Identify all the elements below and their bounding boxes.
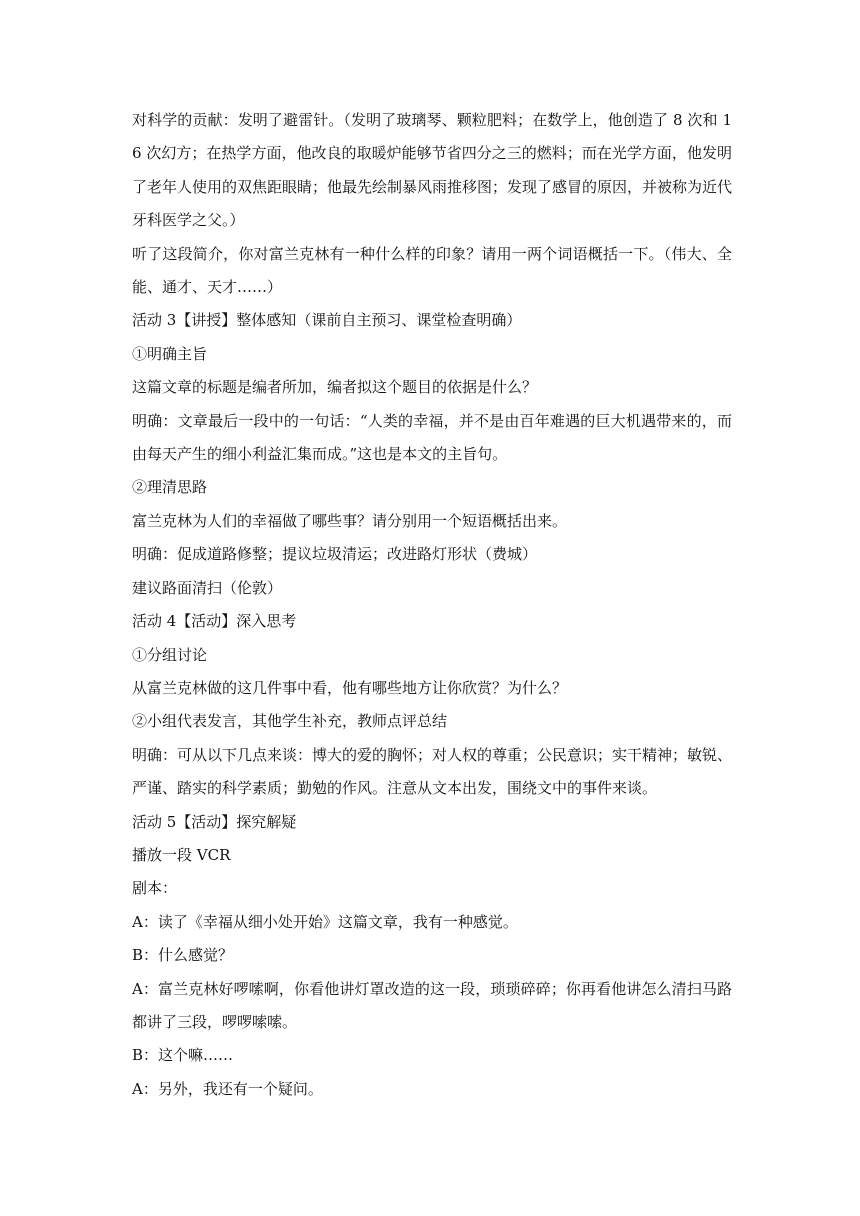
paragraph-title-question: 这篇文章的标题是编者所加，编者拟这个题目的依据是什么？: [132, 378, 538, 397]
paragraph-deeds-question: 富兰克林为人们的幸福做了哪些事？请分别用一个短语概括出来。: [132, 511, 568, 530]
script-line-b-1: B：什么感觉？: [132, 946, 234, 965]
script-line-a-1: A：读了《幸福从细小处开始》这篇文章，我有一种感觉。: [132, 912, 518, 931]
paragraph-impression-question: 听了这段简介，你对富兰克林有一种什么样的印象？请用一两个词语概括一下。（伟大、全能、通才、天才……）: [132, 244, 732, 297]
paragraph-deeds-answer-philadelphia: 明确：促成道路修整；提议垃圾清运；改进路灯形状（费城）: [132, 545, 538, 564]
subheading-group-report: ②小组代表发言，其他学生补充，教师点评总结: [132, 712, 448, 731]
paragraph-script-label: 剧本：: [132, 879, 178, 898]
paragraph-appreciation-answer: 明确：可从以下几点来谈：博大的爱的胸怀；对人权的尊重；公民意识；实干精神；敏锐、严谨、踏实的科学素质；勤勉的作风。注意从文本出发，围绕文中的事件来谈。: [132, 745, 733, 798]
subheading-main-idea: ①明确主旨: [132, 344, 208, 363]
subheading-clarify-thinking: ②理清思路: [132, 478, 208, 497]
document-page: [132, 104, 732, 1106]
paragraph-title-answer: 明确：文章最后一段中的一句话：“人类的幸福，并不是由百年难遇的巨大机遇带来的，而由每天产生的细小利益汇集而成。”这也是本文的主旨句。: [132, 411, 732, 464]
script-line-a-2: A：富兰克林好啰嗦啊，你看他讲灯罩改造的这一段，琐琐碎碎；你再看他讲怎么清扫马路都讲了三段，啰啰嗦嗦。: [132, 979, 732, 1031]
subheading-group-discussion: ①分组讨论: [132, 645, 208, 664]
activity-4-heading: 活动 4【活动】深入思考: [132, 612, 297, 631]
activity-3-heading: 活动 3【讲授】整体感知（课前自主预习、课堂检查明确）: [132, 311, 522, 330]
activity-5-heading: 活动 5【活动】探究解疑: [132, 812, 297, 831]
script-line-b-2: B：这个嘛……: [132, 1046, 234, 1065]
paragraph-appreciation-question: 从富兰克林做的这几件事中看，他有哪些地方让你欣赏？为什么？: [132, 678, 568, 697]
script-line-a-3: A：另外，我还有一个疑问。: [132, 1079, 323, 1098]
paragraph-play-vcr: 播放一段 VCR: [132, 845, 231, 864]
paragraph-contributions: 对科学的贡献：发明了避雷针。（发明了玻璃琴、颗粒肥料；在数学上，他创造了 8 次和 16 次幻方；在热学方面，他改良的取暖炉能够节省四分之三的燃料；而在光学方面，他发明了老年人使用的双焦距眼睛；他最先绘制暴风雨推移图；发现了感冒的原因，并被称为近代牙科医学之父。）: [132, 111, 733, 230]
paragraph-deeds-answer-london: 建议路面清扫（伦敦）: [132, 578, 283, 597]
